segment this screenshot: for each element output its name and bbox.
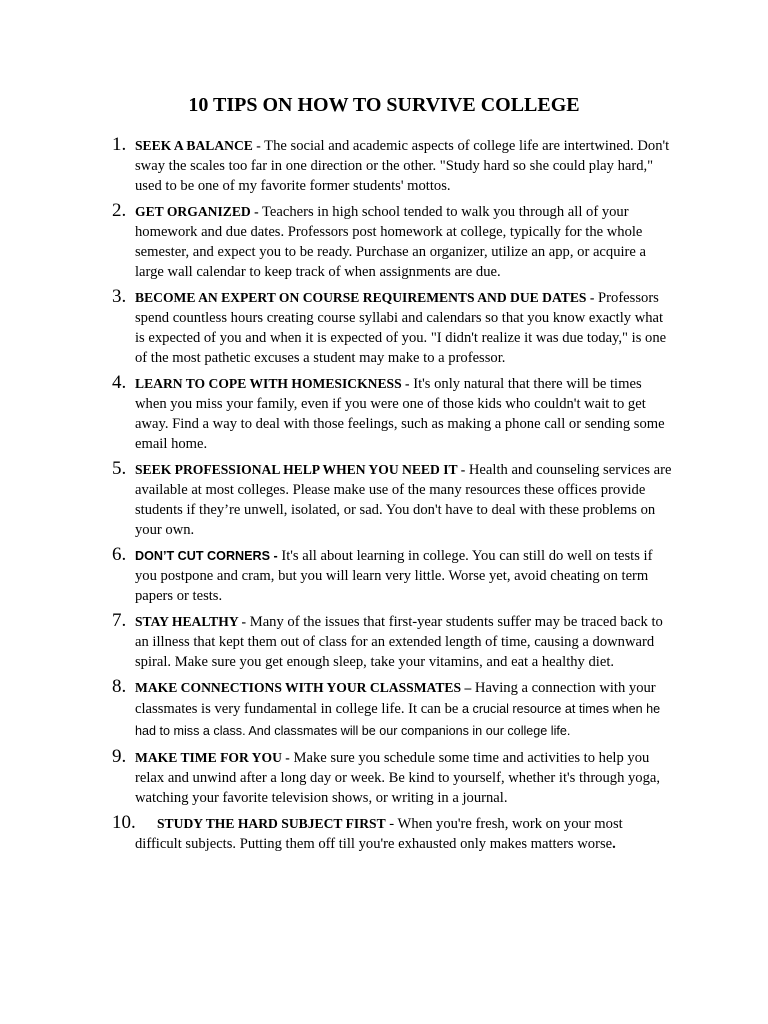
tip-item-7 (112, 612, 672, 672)
tip-body: The social and academic aspects of college life are intertwined. Don't sway the scales too far in one direction or the other. "Study hard so she could play hard," used to be one of my favorite former students' mottos. (135, 138, 670, 194)
tip-heading: LEARN TO COPE WITH HOMESICKNESS - (135, 376, 410, 391)
tip-heading: STUDY THE HARD SUBJECT FIRST (157, 816, 386, 831)
tip-item-10 (112, 814, 672, 854)
tip-item-1 (112, 136, 672, 196)
tip-body: Professors spend countless hours creating course syllabi and calendars so that you know exactly what is expected of you and when it is expected of you. "I didn't realize it was due today," is one of the most pathetic excuses a student may make to a professor. (135, 290, 667, 366)
tip-number: 8. (112, 676, 127, 697)
tip-body: Make sure you schedule some time and activities to help you relax and unwind after a long day or week. Be kind to yourself, whether it's through yoga, watching your favorite television shows, or writing in a journal. (135, 750, 661, 806)
tip-number: 5. (112, 458, 127, 479)
tip-body: Teachers in high school tended to walk you through all of your homework and due dates. Professors post homework at college, typically for the whole semester, and expect you to be ready. Purchase an organizer, utilize an app, or acquire a large wall calendar to keep track of when assignments are due. (135, 204, 647, 280)
tip-heading: DON’T CUT CORNERS - (135, 549, 278, 563)
tip-heading: SEEK PROFESSIONAL HELP WHEN YOU NEED IT - (135, 462, 466, 477)
tip-heading: BECOME AN EXPERT ON COURSE REQUIREMENTS AND DUE DATES - (135, 290, 595, 305)
tip-item-2 (112, 202, 672, 282)
tip-body: It's only natural that there will be times when you miss your family, even if you were one of those kids who couldn't wait to get away. Find a way to deal with those feelings, such as making a phone call or sending some email home. (135, 376, 665, 452)
tip-item-9 (112, 748, 672, 808)
tip-body: It's all about learning in college. You can still do well on tests if you postpone and cram, but you will learn very little. Worse yet, avoid cheating on term papers or tests. (135, 548, 653, 604)
tip-item-4 (112, 374, 672, 454)
tip-body: Health and counseling services are available at most colleges. Please make use of the many resources these offices provide students if they’re unwell, isolated, or sad. You don't have to deal with these problems on your own. (135, 462, 672, 538)
tip-heading: GET ORGANIZED - (135, 204, 259, 219)
tip-number: 2. (112, 200, 127, 221)
tip-number: 4. (112, 372, 127, 393)
tip-item-3 (112, 288, 672, 368)
tip-number: 10. (112, 812, 136, 833)
tip-heading: MAKE CONNECTIONS WITH YOUR CLASSMATES – (135, 680, 472, 695)
tip-number: 1. (112, 134, 127, 155)
tips-list (112, 136, 672, 860)
tip-heading: SEEK A BALANCE - (135, 138, 261, 153)
tip-number: 6. (112, 544, 127, 565)
tip-number: 9. (112, 746, 127, 767)
tip-item-5 (112, 460, 672, 540)
tip-body-continued: a crucial resource at times when he had to miss a class. And classmates will be our companions in our college life. (135, 702, 661, 738)
tip-body: Many of the issues that first-year students suffer may be traced back to an illness that kept them out of class for an extended length of time, causing a downward spiral. Make sure you get enough sleep, take your vitamins, and eat a healthy diet. (135, 614, 663, 670)
tip-heading: STAY HEALTHY - (135, 614, 247, 629)
tip-number: 3. (112, 286, 127, 307)
tip-body: Having a connection with your classmates is very fundamental in college life. It can be (135, 680, 656, 717)
document-title: 10 TIPS ON HOW TO SURVIVE COLLEGE (188, 94, 580, 116)
tip-end-mark: . (612, 836, 616, 852)
tip-item-6 (112, 546, 672, 606)
tip-heading: MAKE TIME FOR YOU - (135, 750, 290, 765)
tip-number: 7. (112, 610, 127, 631)
tip-item-8 (112, 678, 672, 742)
tip-body: - When you're fresh, work on your most difficult subjects. Putting them off till you're exhausted only makes matters worse (135, 816, 623, 852)
